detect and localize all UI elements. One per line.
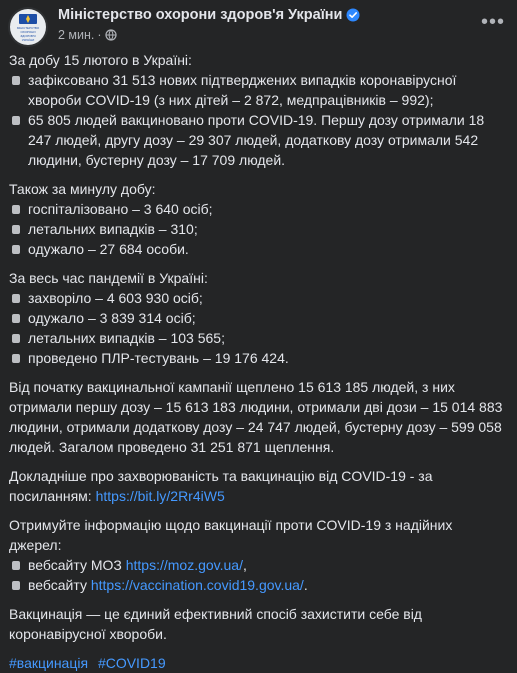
list-item: одужало – 27 684 особи.	[9, 239, 508, 259]
closing-note: Вакцинація — це єдиний ефективний спосіб захистити себе від коронавірусної хвороби.	[9, 606, 422, 642]
bullet-icon	[12, 225, 20, 234]
moz-link[interactable]: https://moz.gov.ua/	[125, 557, 243, 573]
daily-summary	[9, 50, 508, 170]
list-item: летальних випадків – 310;	[9, 219, 508, 239]
bullet-icon	[12, 314, 20, 323]
bullet-icon	[12, 354, 20, 363]
hashtags	[9, 653, 508, 673]
pandemic-summary	[9, 268, 508, 368]
author-row	[58, 7, 360, 23]
pandemic-summary-title: За весь час пандемії в Україні:	[9, 270, 208, 286]
post-time[interactable]: 2 мин.	[58, 28, 95, 42]
bullet-icon	[12, 581, 20, 590]
list-item: 65 805 людей вакциновано проти COVID-19. Першу дозу отримали 18 247 людей, другу дозу – 29 307 людей, додаткову дозу отримали 542 людини, бустерну дозу – 17 709 людей.	[9, 110, 508, 170]
svg-text:МІНІСТЕРСТВО: МІНІСТЕРСТВО	[16, 26, 40, 30]
author-name[interactable]: Міністерство охорони здоров'я України	[58, 7, 343, 23]
more-info-link[interactable]: https://bit.ly/2Rr4iW5	[95, 488, 225, 504]
more-info: Докладніше про захворюваність та вакцинацію від COVID-19 - за посиланням: https://bit.ly/2Rr4iW5	[9, 468, 433, 504]
globe-icon	[105, 29, 117, 41]
bullet-icon	[12, 334, 20, 343]
svg-text:УКРАЇНИ: УКРАЇНИ	[21, 38, 35, 42]
vaccination-summary: Від початку вакцинальної кампанії щеплено 15 613 185 людей, з них отримали першу дозу – 15 613 183 людини, отримали дві дози – 15 014 883 людини, отримали додаткову дозу – 24 747 людей, бустерну дозу – 599 058 людей. Загалом проведено 31 251 871 щеплення.	[9, 379, 503, 455]
more-dots-icon: •••	[480, 11, 505, 33]
yesterday-summary-title: Також за минулу добу:	[9, 181, 156, 197]
post-body	[0, 50, 517, 673]
post-meta: 2 мин. ·	[58, 28, 117, 42]
bullet-icon	[12, 116, 20, 125]
svg-text:ОХОРОНИ: ОХОРОНИ	[20, 30, 36, 34]
ministry-logo	[10, 9, 46, 45]
list-item: захворіло – 4 603 930 осіб;	[9, 288, 508, 308]
list-item: летальних випадків – 103 565;	[9, 328, 508, 348]
verified-badge-icon	[346, 8, 360, 22]
list-item: вебсайту https://vaccination.covid19.gov.ua/.	[9, 575, 508, 595]
ministry-emblem-icon	[12, 11, 44, 43]
bullet-icon	[12, 561, 20, 570]
trusted-sources-title: Отримуйте інформацію щодо вакцинації проти COVID-19 з надійних джерел:	[9, 517, 453, 553]
more-options-button[interactable]	[479, 8, 507, 36]
page-avatar[interactable]	[8, 7, 48, 47]
trusted-sources	[9, 515, 508, 595]
bullet-icon	[12, 205, 20, 214]
bullet-icon	[12, 294, 20, 303]
list-item: одужало – 3 839 314 осіб;	[9, 308, 508, 328]
post-header	[0, 0, 517, 50]
list-item: проведено ПЛР-тестувань – 19 176 424.	[9, 348, 508, 368]
hashtag-covid19[interactable]: #COVID19	[97, 655, 166, 671]
list-item: зафіксовано 31 513 нових підтверджених випадків коронавірусної хвороби COVID-19 (з них дітей – 2 872, медпрацівників – 992);	[9, 70, 508, 110]
vaccination-link[interactable]: https://vaccination.covid19.gov.ua/	[90, 577, 304, 593]
hashtag-vaccination[interactable]: #вакцинація	[9, 655, 89, 671]
daily-summary-title: За добу 15 лютого в Україні:	[9, 52, 192, 68]
list-item: вебсайту МОЗ https://moz.gov.ua/,	[9, 555, 508, 575]
yesterday-summary	[9, 179, 508, 259]
bullet-icon	[12, 245, 20, 254]
bullet-icon	[12, 76, 20, 85]
svg-text:ЗДОРОВ'Я: ЗДОРОВ'Я	[20, 34, 36, 38]
list-item: госпіталізовано – 3 640 осіб;	[9, 199, 508, 219]
